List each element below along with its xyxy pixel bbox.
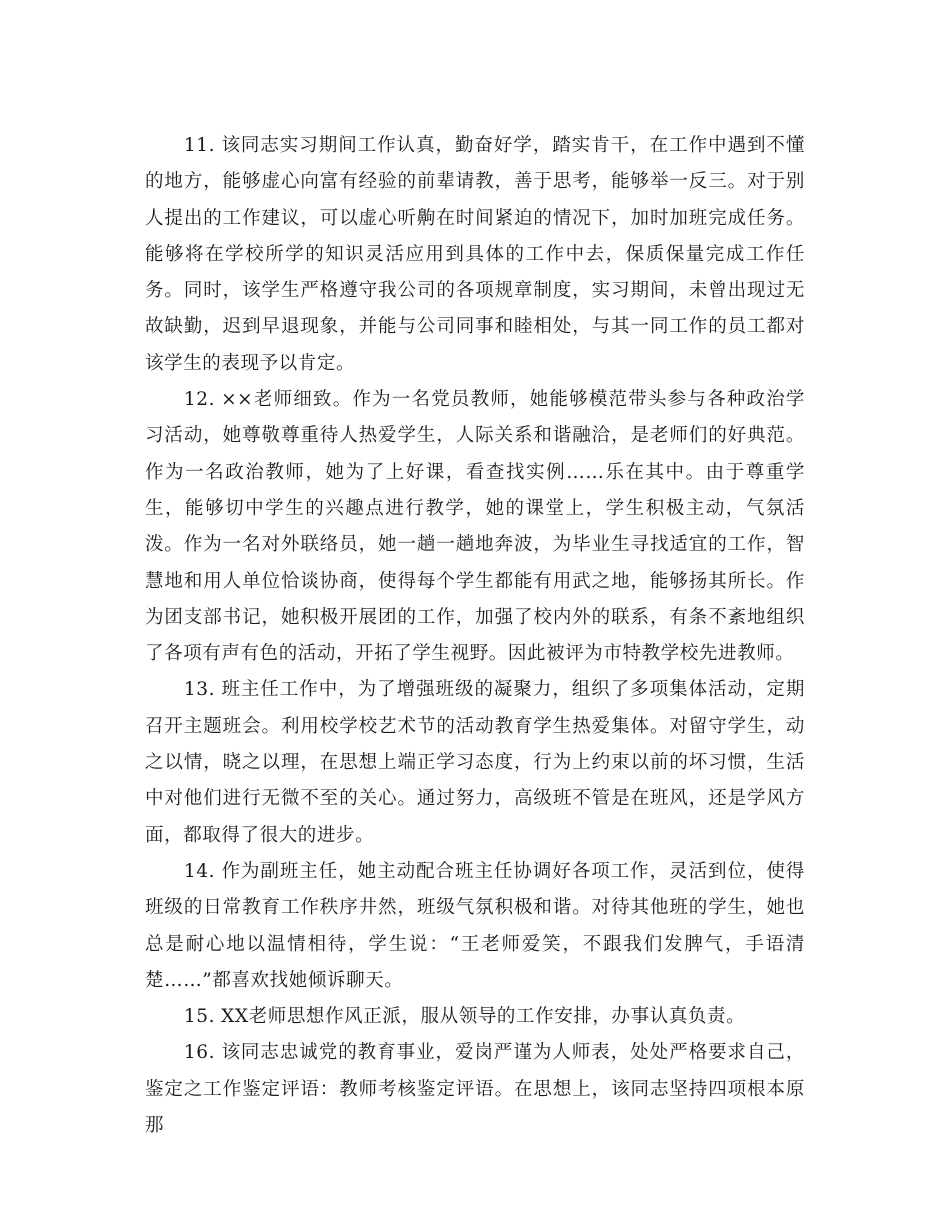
- paragraph-number: 13.: [183, 679, 216, 701]
- paragraph-text: XX老师思想作风正派，服从领导的工作安排，办事认真负责。: [221, 1006, 746, 1028]
- paragraph-text: 该同志忠诚党的教育事业，爱岗严谨为人师表，处处严格要求自己，鉴定之工作鉴定评语：教师考核鉴定评语。在思想上，该同志坚持四项根本原那: [145, 1042, 805, 1137]
- paragraph-14: [145, 854, 805, 999]
- paragraph-number: 11.: [183, 135, 216, 156]
- paragraph-13: [145, 672, 805, 853]
- paragraph-number: 12.: [183, 389, 216, 411]
- paragraph-text: ××老师细致。作为一名党员教师，她能够模范带头参与各种政治学习活动，她尊敬尊重待人热爱学生，人际关系和谐融洽，是老师们的好典范。作为一名政治教师，她为了上好课，看查找实例……乐在其中。由于尊重学生，能够切中学生的兴趣点进行教学，她的课堂上，学生积极主动，气氛活泼。作为一名对外联络员，她一趟一趟地奔波，为毕业生寻找适宜的工作，智慧地和用人单位恰谈协商，使得每个学生都能有用武之地，能够扬其所长。作为团支部书记，她积极开展团的工作，加强了校内外的联系，有条不紊地组织了各项有声有色的活动，开拓了学生视野。因此被评为市特教学校先进教师。: [145, 389, 805, 665]
- paragraph-12: [145, 382, 805, 672]
- paragraph-number: 16.: [183, 1042, 216, 1064]
- paragraph-15: [145, 999, 805, 1035]
- paragraph-11: [145, 128, 805, 382]
- paragraph-number: 15.: [183, 1006, 216, 1028]
- paragraph-text: 该同志实习期间工作认真，勤奋好学，踏实肯干，在工作中遇到不懂的地方，能够虚心向富有经验的前辈请教，善于思考，能够举一反三。对于别人提出的工作建议，可以虚心听齁在时间紧迫的情况下，加时加班完成任务。能够将在学校所学的知识灵活应用到具体的工作中去，保质保量完成工作任务。同时，该学生严格遵守我公司的各项规章制度，实习期间，未曾出现过无故缺勤，迟到早退现象，并能与公司同事和睦相处，与其一同工作的员工都对该学生的表现予以肯定。: [145, 135, 805, 374]
- paragraph-number: 14.: [183, 860, 216, 882]
- paragraph-text: 班主任工作中，为了增强班级的凝聚力，组织了多项集体活动，定期召开主题班会。利用校学校艺术节的活动教育学生热爱集体。对留守学生，动之以情，晓之以理，在思想上端正学习态度，行为上约束以前的坏习惯，生活中对他们进行无微不至的关心。通过努力，高级班不管是在班风，还是学风方面，都取得了很大的进步。: [145, 679, 805, 846]
- paragraph-16: [145, 1035, 805, 1144]
- paragraph-text: 作为副班主任，她主动配合班主任协调好各项工作，灵活到位，使得班级的日常教育工作秩序井然，班级气氛积极和谐。对待其他班的学生，她也总是耐心地以温情相待，学生说：“王老师爱笑，不跟我们发脾气，手语清楚……”都喜欢找她倾诉聊天。: [145, 860, 805, 991]
- document-body: [145, 128, 805, 1144]
